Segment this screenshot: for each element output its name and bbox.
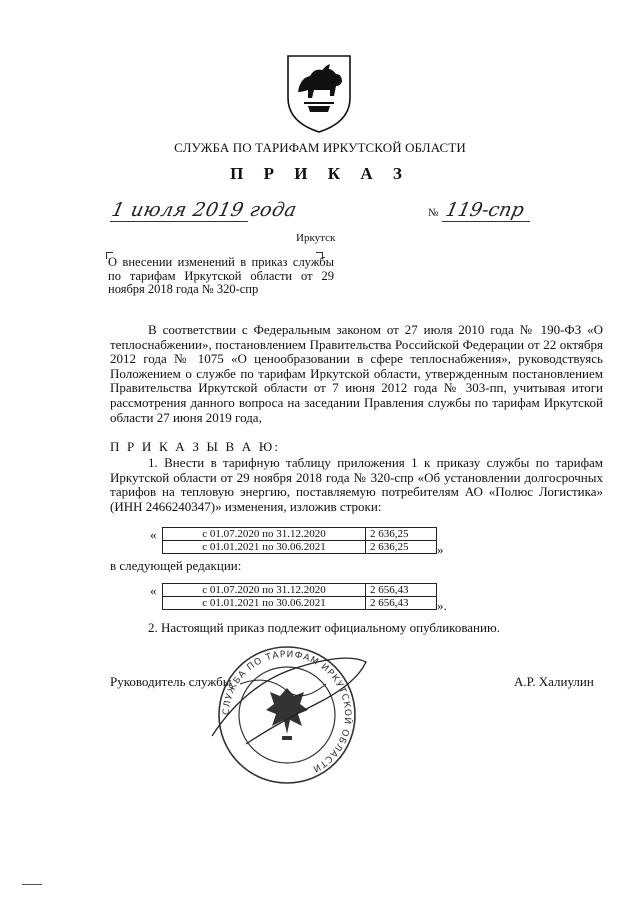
date-underline (110, 221, 248, 222)
stamp-text: СЛУЖБА ПО ТАРИФАМ ИРКУТСКОЙ ОБЛАСТИ (221, 649, 353, 774)
tariff-cell: 2 656,43 (366, 584, 437, 597)
tariff-cell: 2 656,43 (366, 597, 437, 610)
open-quote-new: « (150, 583, 157, 598)
order-word: П Р И К А З Ы В А Ю: (110, 439, 281, 454)
organization-name: СЛУЖБА ПО ТАРИФАМ ИРКУТСКОЙ ОБЛАСТИ (174, 140, 466, 155)
close-quote-old: » (437, 542, 444, 557)
period-cell: с 01.07.2020 по 31.12.2020 (163, 528, 366, 541)
tariff-cell: 2 636,25 (366, 528, 437, 541)
period-cell: с 01.01.2021 по 30.06.2021 (163, 597, 366, 610)
order-number: 119-спр (443, 199, 527, 221)
open-quote-old: « (150, 527, 157, 542)
signature (206, 644, 376, 754)
number-underline (442, 221, 530, 222)
new-rates-table (162, 583, 437, 610)
document-title: П Р И К А З (230, 164, 410, 183)
preamble-paragraph: В соответствии с Федеральным законом от 27 июля 2010 года № 190-ФЗ «О теплоснабжении», постановлением Правительства Российской Федерации от 22 октября 2012 года № 1075 «О ценообразовании в сфере теплоснабжения», руководствуясь Положением о службе по тарифам Иркутской области, утвержденным постановлением Правительства Иркутской области от 7 июня 2012 года № 303-пп, учитывая итоги рассмотрения данного вопроса на заседании Правления службы по тарифам Иркутской области 27 июня 2019 года, (110, 322, 603, 425)
period-cell: с 01.07.2020 по 31.12.2020 (163, 584, 366, 597)
item-2-paragraph: 2. Настоящий приказ подлежит официальному опубликованию. (148, 620, 500, 635)
coat-of-arms (284, 52, 354, 134)
city: Иркутск (296, 232, 336, 244)
order-date: 1 июля 2019 года (109, 199, 299, 221)
period-cell: с 01.01.2021 по 30.06.2021 (163, 541, 366, 554)
signatory-name: А.Р. Халиулин (514, 674, 594, 689)
new-version-intro: в следующей редакции: (110, 558, 242, 573)
number-label: № (428, 207, 439, 219)
table-row (163, 597, 437, 610)
tariff-cell: 2 636,25 (366, 541, 437, 554)
old-rates-table (162, 527, 437, 554)
item-1-paragraph: 1. Внести в тарифную таблицу приложения 1 к приказу службы по тарифам Иркутской области от 29 ноября 2018 года № 320-спр «Об установлении долгосрочных тарифов на тепловую энергию, поставляемую потребителям АО «Полюс Логистика» (ИНН 2466240347)» изменения, изложив строки: (110, 455, 603, 514)
table-row (163, 541, 437, 554)
table-row (163, 584, 437, 597)
scan-mark (22, 884, 42, 885)
close-quote-new: ». (437, 598, 447, 613)
table-row (163, 528, 437, 541)
order-subject: О внесении изменений в приказ службы по тарифам Иркутской области от 29 ноября 2018 года № 320-спр (108, 255, 334, 296)
signatory-position: Руководитель службы (110, 674, 232, 689)
